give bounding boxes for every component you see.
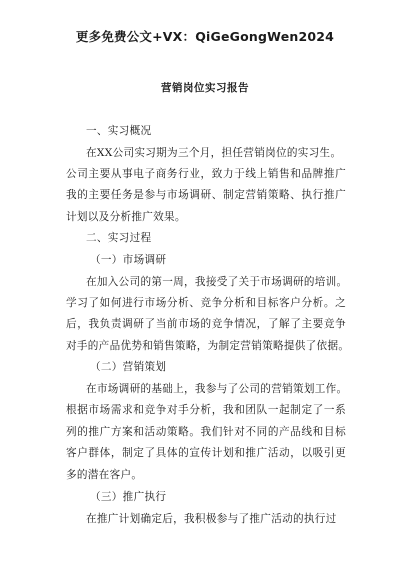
paragraph-line: 我的主要任务是参与市场调研、制定营销策略、执行推广 [66,189,346,201]
section-heading-process: 二、实习过程 [86,232,152,244]
paragraph-line: 后，我负责调研了当前市场的竞争情况，了解了主要竞争 [66,318,346,330]
paragraph-line: 在加入公司的第一周，我接受了关于市场调研的培训。 [86,276,348,288]
subsection-heading-market-research: （一）市场调研 [90,254,167,266]
paragraph-line: 在XX公司实习期为三个月，担任营销岗位的实习生。 [86,147,342,159]
paragraph-line: 列的推广方案和活动策略。我们针对不同的产品线和目标 [66,426,346,438]
paragraph-line: 公司主要从事电子商务行业，致力于线上销售和品牌推广 [66,168,346,180]
paragraph-line: 在市场调研的基础上，我参与了公司的营销策划工作。 [86,383,348,395]
paragraph-line: 对手的产品优势和销售策略，为制定营销策略提供了依据。 [66,340,350,352]
paragraph-line: 学习了如何进行市场分析、竞争分析和目标客户分析。之 [66,297,346,309]
promo-header: 更多免费公文+VX：QiGeGongWen2024 [75,29,335,44]
report-title: 营销岗位实习报告 [161,82,249,94]
paragraph-line: 计划以及分析推广效果。 [66,211,186,223]
paragraph-line: 客户群体，制定了具体的宣传计划和推广活动，以吸引更 [66,447,346,459]
paragraph-line: 根据市场需求和竞争对手分析，我和团队一起制定了一系 [66,404,346,416]
subsection-heading-promotion: （三）推广执行 [90,491,167,503]
paragraph-line: 在推广计划确定后，我积极参与了推广活动的执行过 [86,513,337,525]
section-heading-overview: 一、实习概况 [86,125,152,137]
subsection-heading-marketing-plan: （二）营销策划 [90,361,167,373]
paragraph-line: 多的潜在客户。 [66,469,143,481]
